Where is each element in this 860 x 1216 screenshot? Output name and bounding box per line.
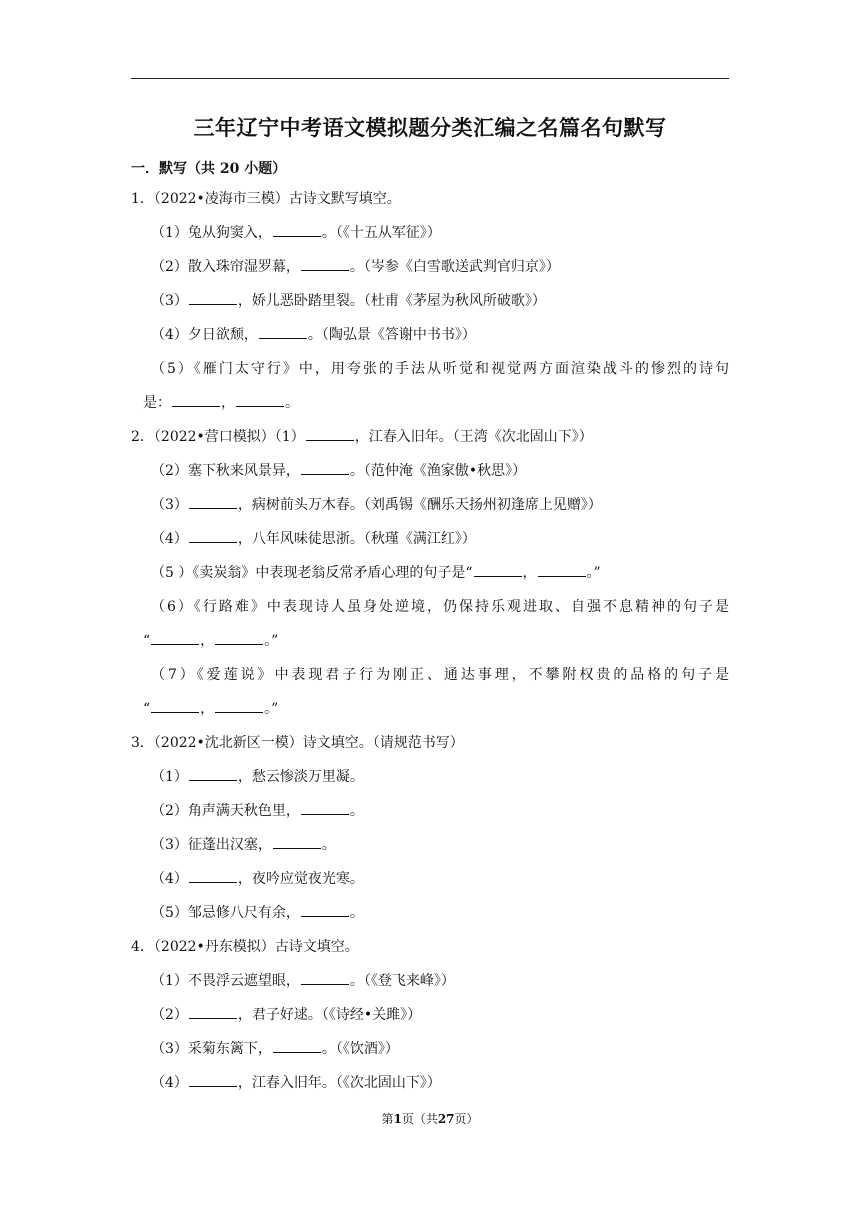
question-2 xyxy=(131,420,729,726)
answer-blank xyxy=(189,868,237,883)
q2-item-2: （2）塞下秋来风景异， 。（范仲淹《渔家傲•秋思》） xyxy=(131,454,729,488)
document-body xyxy=(131,156,729,1100)
answer-blank xyxy=(301,800,349,815)
page-total: 27 xyxy=(437,1112,455,1126)
question-1-head: 1．（2022•凌海市三模）古诗文默写填空。 xyxy=(131,191,401,207)
top-rule xyxy=(131,78,729,79)
q3-item-3: （3）征蓬出汉塞， 。 xyxy=(131,828,729,862)
q3-item-5: （5）邹忌修八尺有余， 。 xyxy=(131,896,729,930)
question-4 xyxy=(131,930,729,1100)
answer-blank xyxy=(301,460,349,475)
q2-item-3: （3） ，病树前头万木春。（刘禹锡《酬乐天扬州初逢席上见赠》） xyxy=(131,488,729,522)
q4-item-1: （1）不畏浮云遮望眼， 。（《登飞来峰》） xyxy=(131,964,729,998)
answer-blank xyxy=(301,256,349,271)
answer-blank xyxy=(215,698,263,713)
q1-item-1: （1）兔从狗窦入， 。（《十五从军征》） xyxy=(131,216,729,250)
q4-item-4: （4） ，江春入旧年。（《次北固山下》） xyxy=(131,1066,729,1100)
section-heading: 一．默写（共 20 小题） xyxy=(131,161,287,177)
q1-item-5-line1: （5）《雁门太守行》中，用夸张的手法从听觉和视觉两方面渲染战斗的惨烈的诗句 xyxy=(151,361,729,377)
question-3 xyxy=(131,726,729,930)
answer-blank xyxy=(236,392,284,407)
q1-item-5-line2: 是： ， 。 xyxy=(131,386,729,420)
answer-blank xyxy=(189,494,237,509)
answer-blank xyxy=(172,392,220,407)
answer-blank xyxy=(151,630,199,645)
page-footer: 第1页（共27页） xyxy=(381,1112,479,1126)
q3-item-2: （2）角声满天秋色里， 。 xyxy=(131,794,729,828)
answer-blank xyxy=(189,766,237,781)
answer-blank xyxy=(538,562,586,577)
q2-item-7-line1: （7）《爱莲说》中表现君子行为刚正、通达事理，不攀附权贵的品格的句子是 xyxy=(151,667,729,683)
question-1 xyxy=(131,182,729,420)
q2-item-5: （5 ）《卖炭翁》中表现老翁反常矛盾心理的句子是“ ， 。” xyxy=(131,556,729,590)
answer-blank xyxy=(189,1072,237,1087)
q1-item-4: （4）夕日欲颓， 。（陶弘景《答谢中书书》） xyxy=(131,318,729,352)
answer-blank xyxy=(273,834,321,849)
q3-item-4: （4） ，夜吟应觉夜光寒。 xyxy=(131,862,729,896)
answer-blank xyxy=(474,562,522,577)
question-4-head: 4．（2022•丹东模拟）古诗文填空。 xyxy=(131,939,359,955)
q1-item-2: （2）散入珠帘湿罗幕， 。（岑参《白雪歌送武判官归京》） xyxy=(131,250,729,284)
q4-item-2: （2） ，君子好逑。（《诗经•关雎》） xyxy=(131,998,729,1032)
q1-item-3: （3） ，娇儿恶卧踏里裂。（杜甫《茅屋为秋风所破歌》） xyxy=(131,284,729,318)
q2-item-6-line2: “ ， 。” xyxy=(131,624,729,658)
question-3-head: 3．（2022•沈北新区一模）诗文填空。（请规范书写） xyxy=(131,735,464,751)
answer-blank xyxy=(273,1038,321,1053)
question-2-head: 2．（2022•营口模拟）（1） ，江春入旧年。（王湾《次北固山下》） xyxy=(131,420,729,454)
answer-blank xyxy=(189,1004,237,1019)
answer-blank xyxy=(306,426,354,441)
answer-blank xyxy=(151,698,199,713)
document-title: 三年辽宁中考语文模拟题分类汇编之名篇名句默写 xyxy=(193,115,667,140)
q2-item-6-line1: （6）《行路难》中表现诗人虽身处逆境，仍保持乐观进取、自强不息精神的句子是 xyxy=(151,599,729,615)
q2-item-7-line2: “ ， 。” xyxy=(131,692,729,726)
q4-item-3: （3）采菊东篱下， 。（《饮酒》） xyxy=(131,1032,729,1066)
answer-blank xyxy=(189,528,237,543)
answer-blank xyxy=(301,902,349,917)
q3-item-1: （1） ，愁云惨淡万里凝。 xyxy=(131,760,729,794)
answer-blank xyxy=(301,970,349,985)
answer-blank xyxy=(215,630,263,645)
answer-blank xyxy=(189,290,237,305)
page-number: 1 xyxy=(393,1112,402,1126)
answer-blank xyxy=(259,324,307,339)
answer-blank xyxy=(273,222,321,237)
q2-item-4: （4） ，八年风味徒思浙。（秋瑾《满江红》） xyxy=(131,522,729,556)
